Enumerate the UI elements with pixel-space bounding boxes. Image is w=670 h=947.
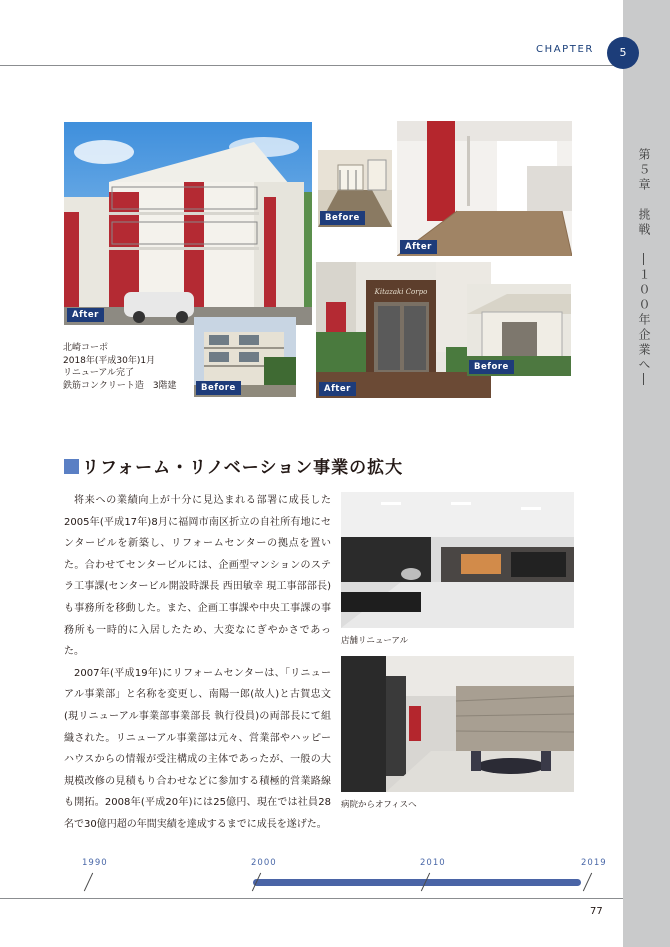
footer-rule bbox=[0, 898, 623, 899]
timeline-bar bbox=[253, 879, 581, 886]
header-rule bbox=[0, 65, 623, 66]
body-text bbox=[64, 490, 331, 836]
timeline-year: 2019 bbox=[581, 858, 607, 868]
caption-status: リニューアル完了 bbox=[63, 368, 135, 378]
photo-entrance-after bbox=[316, 262, 491, 398]
photo-exterior-after bbox=[64, 122, 312, 325]
title-square-icon bbox=[64, 459, 79, 474]
photo-caption bbox=[63, 342, 177, 392]
caption-date: 2018年(平成30年)1月 bbox=[63, 355, 156, 366]
caption-structure: 鉄筋コンクリート造 3階建 bbox=[63, 380, 177, 391]
timeline-year: 1990 bbox=[82, 858, 108, 868]
after-tag: After bbox=[67, 308, 104, 322]
chapter-label: CHAPTER bbox=[536, 44, 594, 55]
image-caption: 病院からオフィスへ bbox=[341, 800, 417, 810]
photo-store-renewal bbox=[341, 492, 574, 628]
before-tag: Before bbox=[469, 360, 514, 374]
photo-office bbox=[341, 656, 574, 792]
photo-hallway-after bbox=[397, 121, 572, 256]
image-caption: 店舗リニューアル bbox=[341, 636, 409, 646]
photo-exterior-before bbox=[194, 317, 296, 397]
section-title bbox=[64, 453, 403, 478]
before-tag: Before bbox=[196, 381, 241, 395]
chapter-vertical-title: 第５章 挑戦 ―１００年企業へ― bbox=[637, 148, 651, 388]
timeline-year: 2000 bbox=[251, 858, 277, 868]
after-tag: After bbox=[400, 240, 437, 254]
page-number: 77 bbox=[590, 906, 603, 917]
body-paragraph: 2007年(平成19年)にリフォームセンターは、「リニューアル事業部」と名称を変更し、南陽一郎(故人)と古賀忠文(現リニューアル事業部事業部長 執行役員)の両部長にて組織された。リニューアル事業部は元々、営業部やハッピーハウスからの情報が受注構成の主体であったが、一般の大規模改修の見積もり合わせなどに参加する積極的営業路線も開拓。2008年(平成20年)には25億円、現在では社員28名で30億円超の年間実績を達成するまでに成長を遂げた。 bbox=[64, 667, 331, 830]
sidebar bbox=[623, 0, 670, 947]
chapter-number-badge: 5 bbox=[607, 37, 639, 69]
building-sign-text: Kitazaki Corpo bbox=[374, 288, 428, 296]
photo-entrance-before bbox=[467, 284, 571, 376]
caption-name: 北崎コーポ bbox=[63, 343, 109, 353]
timeline-tick bbox=[583, 873, 592, 892]
section-title-text: リフォーム・リノベーション事業の拡大 bbox=[82, 458, 404, 478]
after-tag: After bbox=[319, 382, 356, 396]
before-tag: Before bbox=[320, 211, 365, 225]
body-paragraph: 将来への業績向上が十分に見込まれる部署に成長した2005年(平成17年)8月に福岡市南区折立の自社所有地にセンタービルを新築し、リフォームセンターの拠点を置いた。合わせてセンタービルには、企画型マンションのステラ工事課(センタービル開設時課長 西田敏幸 現工事部部長)も事務所を移動した。また、企画工事課や中央工事課の事務所も一時的に入居したため、大変なにぎやかさであった。 bbox=[64, 495, 331, 658]
photo-hallway-before bbox=[318, 150, 392, 227]
timeline-year: 2010 bbox=[420, 858, 446, 868]
timeline-tick bbox=[84, 873, 93, 892]
